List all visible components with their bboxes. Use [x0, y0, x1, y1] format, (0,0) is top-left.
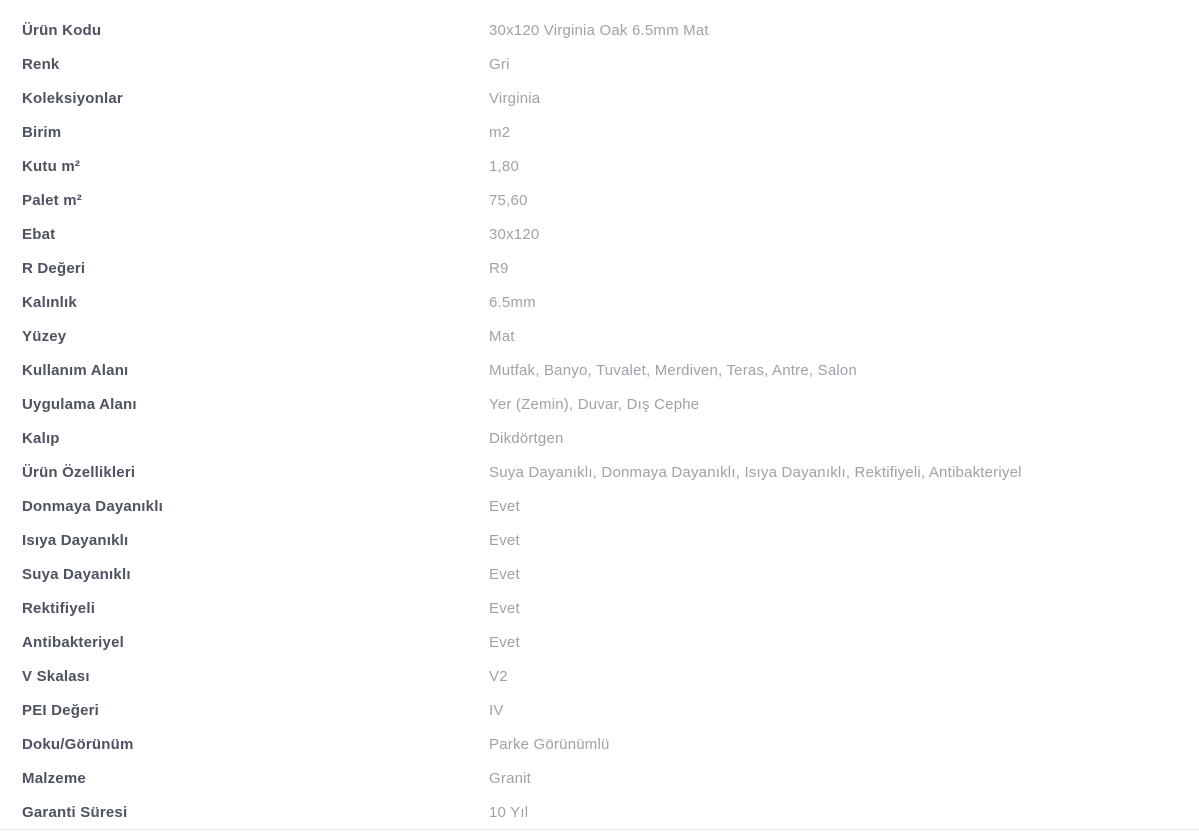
spec-row — [0, 149, 1199, 183]
spec-row — [0, 761, 1199, 795]
spec-value: Virginia — [489, 89, 541, 107]
spec-value: Evet — [489, 497, 520, 515]
spec-value: Evet — [489, 565, 520, 583]
spec-value: Evet — [489, 633, 520, 651]
spec-value: Suya Dayanıklı, Donmaya Dayanıklı, Isıya Dayanıklı, Rektifiyeli, Antibakteriyel — [489, 463, 1022, 481]
spec-row — [0, 115, 1199, 149]
spec-value: Evet — [489, 531, 520, 549]
spec-value: V2 — [489, 667, 508, 685]
spec-row — [0, 217, 1199, 251]
spec-label: Donmaya Dayanıklı — [22, 497, 163, 515]
spec-row — [0, 795, 1199, 829]
spec-value: 30x120 Virginia Oak 6.5mm Mat — [489, 21, 709, 39]
spec-value: Mutfak, Banyo, Tuvalet, Merdiven, Teras, Antre, Salon — [489, 361, 858, 379]
spec-label: Isıya Dayanıklı — [22, 531, 129, 549]
spec-label: Uygulama Alanı — [22, 395, 137, 413]
spec-label: Renk — [22, 55, 60, 73]
spec-row — [0, 421, 1199, 455]
spec-row — [0, 387, 1199, 421]
spec-row — [0, 727, 1199, 761]
spec-value: Evet — [489, 599, 520, 617]
spec-label: V Skalası — [22, 667, 90, 685]
spec-row — [0, 319, 1199, 353]
spec-label: Doku/Görünüm — [22, 735, 134, 753]
spec-row — [0, 489, 1199, 523]
spec-row — [0, 523, 1199, 557]
spec-label: Ürün Özellikleri — [22, 463, 136, 481]
spec-value: Gri — [489, 55, 510, 73]
spec-value: 75,60 — [489, 191, 528, 209]
spec-row — [0, 659, 1199, 693]
spec-label: Malzeme — [22, 769, 86, 787]
spec-row — [0, 285, 1199, 319]
spec-row — [0, 251, 1199, 285]
spec-value: 30x120 — [489, 225, 540, 243]
spec-label: R Değeri — [22, 259, 86, 277]
spec-row — [0, 591, 1199, 625]
spec-value: 1,80 — [489, 157, 519, 175]
spec-value: Mat — [489, 327, 515, 345]
spec-value: 10 Yıl — [489, 803, 529, 821]
spec-row — [0, 353, 1199, 387]
spec-row — [0, 557, 1199, 591]
spec-value: 6.5mm — [489, 293, 536, 311]
spec-value: Yer (Zemin), Duvar, Dış Cephe — [489, 395, 700, 413]
spec-row — [0, 81, 1199, 115]
spec-label: Kullanım Alanı — [22, 361, 129, 379]
spec-label: Ürün Kodu — [22, 21, 102, 39]
spec-row — [0, 13, 1199, 47]
spec-label: Rektifiyeli — [22, 599, 96, 617]
spec-label: Kalınlık — [22, 293, 77, 311]
spec-label: Palet m² — [22, 191, 82, 209]
spec-row — [0, 455, 1199, 489]
spec-row — [0, 625, 1199, 659]
spec-row — [0, 693, 1199, 727]
spec-value: m2 — [489, 123, 511, 141]
spec-label: Suya Dayanıklı — [22, 565, 131, 583]
spec-label: Garanti Süresi — [22, 803, 128, 821]
spec-row — [0, 183, 1199, 217]
spec-label: Kalıp — [22, 429, 60, 447]
spec-label: Yüzey — [22, 327, 67, 345]
spec-label: Kutu m² — [22, 157, 81, 175]
spec-value: Dikdörtgen — [489, 429, 564, 447]
spec-label: Ebat — [22, 225, 56, 243]
spec-value: Parke Görünümlü — [489, 735, 610, 753]
spec-value: Granit — [489, 769, 532, 787]
spec-row — [0, 47, 1199, 81]
spec-value: IV — [489, 701, 504, 719]
spec-label: PEI Değeri — [22, 701, 100, 719]
spec-label: Birim — [22, 123, 62, 141]
spec-label: Antibakteriyel — [22, 633, 124, 651]
spec-label: Koleksiyonlar — [22, 89, 123, 107]
spec-value: R9 — [489, 259, 509, 277]
